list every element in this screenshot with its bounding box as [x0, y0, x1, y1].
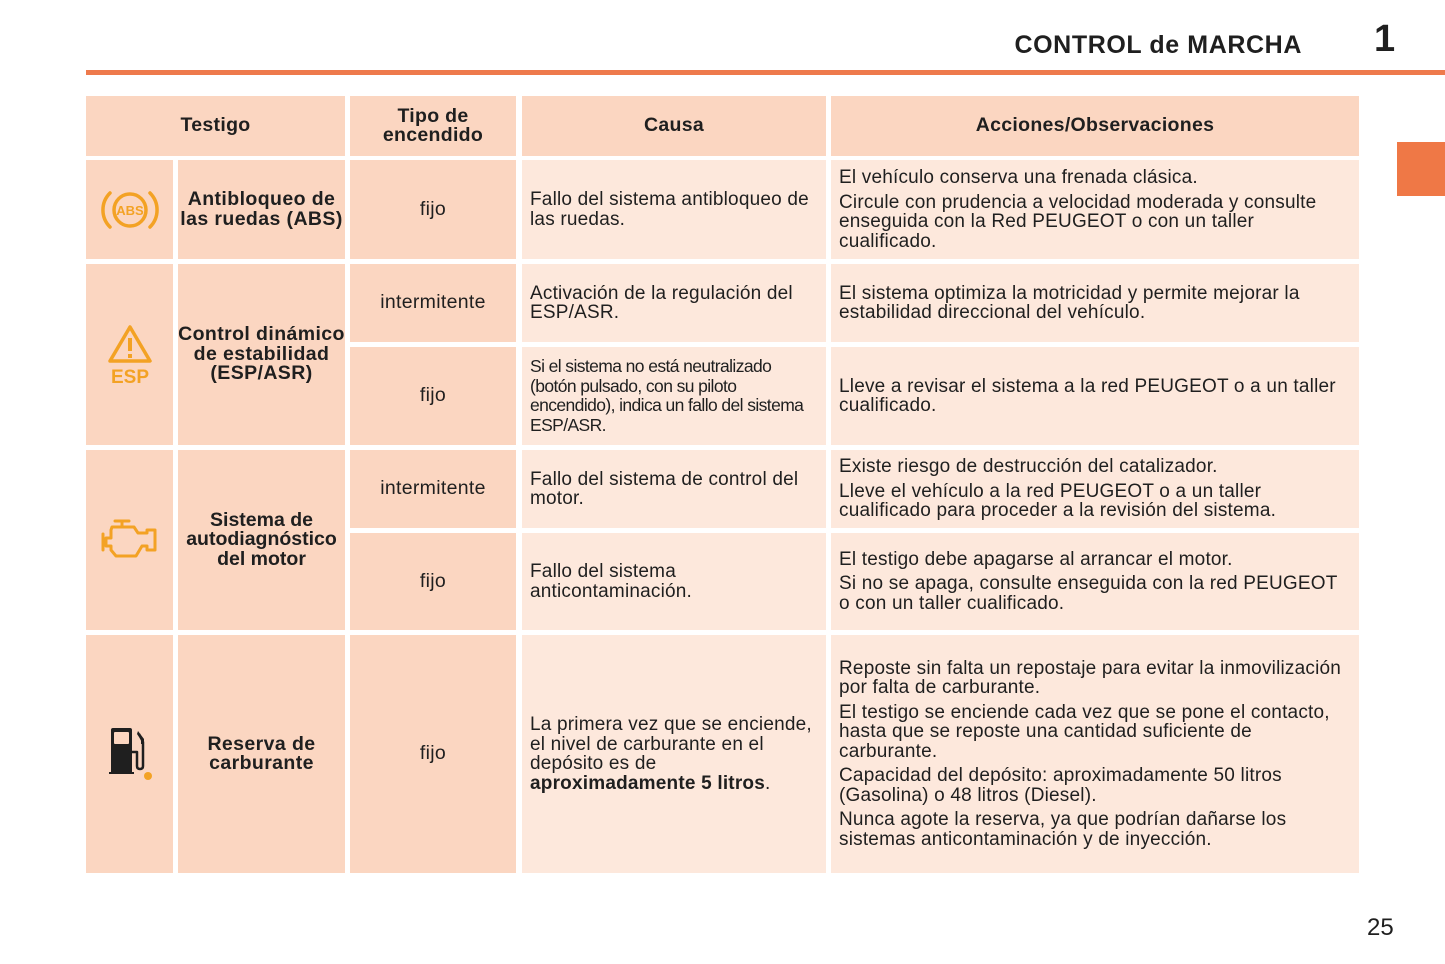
ignition-type: intermitente: [350, 264, 516, 342]
chapter-number: 1: [1374, 18, 1396, 60]
page-number: 25: [1367, 914, 1394, 941]
warning-name-engine: Sistema de autodiagnóstico del motor: [178, 450, 345, 630]
action-line: El vehículo conserva una frenada clásica.: [839, 167, 1198, 188]
abs-warning-icon: [100, 187, 160, 233]
table-row-engine-icon-cell: [86, 450, 173, 630]
esp-warning-icon: [106, 323, 154, 387]
table-row-fuel-icon-cell: [86, 635, 173, 873]
warning-name-abs: Antibloqueo de las ruedas (ABS): [178, 160, 345, 259]
actions-text: [831, 533, 1359, 630]
column-header-testigo: Testigo: [86, 96, 345, 156]
ignition-type: intermitente: [350, 450, 516, 528]
header-divider: [86, 70, 1445, 75]
actions-text: [831, 160, 1359, 259]
actions-text: [831, 347, 1359, 445]
action-line: Reposte sin falta un repostaje para evitar la inmovilización por falta de carburante.: [839, 657, 1342, 699]
action-line: El testigo se enciende cada vez que se pone el contacto, hasta que se reposte una cantidad suficiente de carburante.: [839, 701, 1330, 762]
column-header-tipo: Tipo de encendido: [350, 96, 516, 156]
cause-text-content: [530, 715, 818, 793]
cause-text-post: .: [765, 772, 771, 794]
fuel-pump-icon: [104, 726, 156, 782]
cause-text: Fallo del sistema antibloqueo de las ruedas.: [522, 160, 826, 259]
cause-text: Si el sistema no está neutralizado (botón pulsado, con su piloto encendido), indica un fallo del sistema ESP/ASR.: [522, 347, 826, 445]
action-line: El sistema optimiza la motricidad y permite mejorar la estabilidad direccional del vehículo.: [839, 282, 1300, 323]
cause-text: Activación de la regulación del ESP/ASR.: [522, 264, 826, 342]
ignition-type: fijo: [350, 347, 516, 445]
action-line: Lleve el vehículo a la red PEUGEOT o a un taller cualificado para proceder a la revisión del sistema.: [839, 480, 1277, 522]
actions-text: [831, 450, 1359, 528]
cause-text-pre: La primera vez que se enciende, el nivel de carburante en el depósito es de: [530, 714, 812, 774]
engine-check-icon: [100, 518, 160, 562]
cause-text-bold: aproximadamente 5 litros: [530, 772, 765, 794]
table-row-esp-icon-cell: [86, 264, 173, 445]
warning-name-esp: Control dinámico de estabilidad (ESP/ASR): [178, 264, 345, 445]
svg-text:ABS: ABS: [115, 202, 144, 218]
action-line: Capacidad del depósito: aproximadamente 50 litros (Gasolina) o 48 litros (Diesel).: [839, 765, 1282, 806]
warning-name-fuel: Reserva de carburante: [178, 635, 345, 873]
action-line: El testigo debe apagarse al arrancar el motor.: [839, 548, 1233, 570]
action-line: Lleve a revisar el sistema a la red PEUGEOT o a un taller cualificado.: [839, 375, 1336, 416]
page-header: [0, 0, 1445, 78]
column-header-causa: Causa: [522, 96, 826, 156]
actions-text: [831, 264, 1359, 342]
page-title: CONTROL de MARCHA: [1014, 31, 1302, 59]
action-line: Nunca agote la reserva, ya que podrían dañarse los sistemas anticontaminación y de inyección.: [839, 809, 1287, 850]
chapter-side-tab: [1397, 142, 1445, 196]
action-line: Circule con prudencia a velocidad moderada y consulte enseguida con la Red PEUGEOT o con un taller cualificado.: [839, 191, 1317, 252]
cause-text: [522, 635, 826, 873]
action-line: Existe riesgo de destrucción del catalizador.: [839, 456, 1218, 478]
action-line: Si no se apaga, consulte enseguida con la red PEUGEOT o con un taller cualificado.: [839, 573, 1338, 614]
table-row-abs-icon-cell: [86, 160, 173, 259]
ignition-type: fijo: [350, 635, 516, 873]
ignition-type: fijo: [350, 533, 516, 630]
svg-text:ESP: ESP: [110, 366, 149, 387]
cause-text: Fallo del sistema anticontaminación.: [522, 533, 826, 630]
cause-text: Fallo del sistema de control del motor.: [522, 450, 826, 528]
column-header-acciones: Acciones/Observaciones: [831, 96, 1359, 156]
actions-text: [831, 635, 1359, 873]
ignition-type: fijo: [350, 160, 516, 259]
